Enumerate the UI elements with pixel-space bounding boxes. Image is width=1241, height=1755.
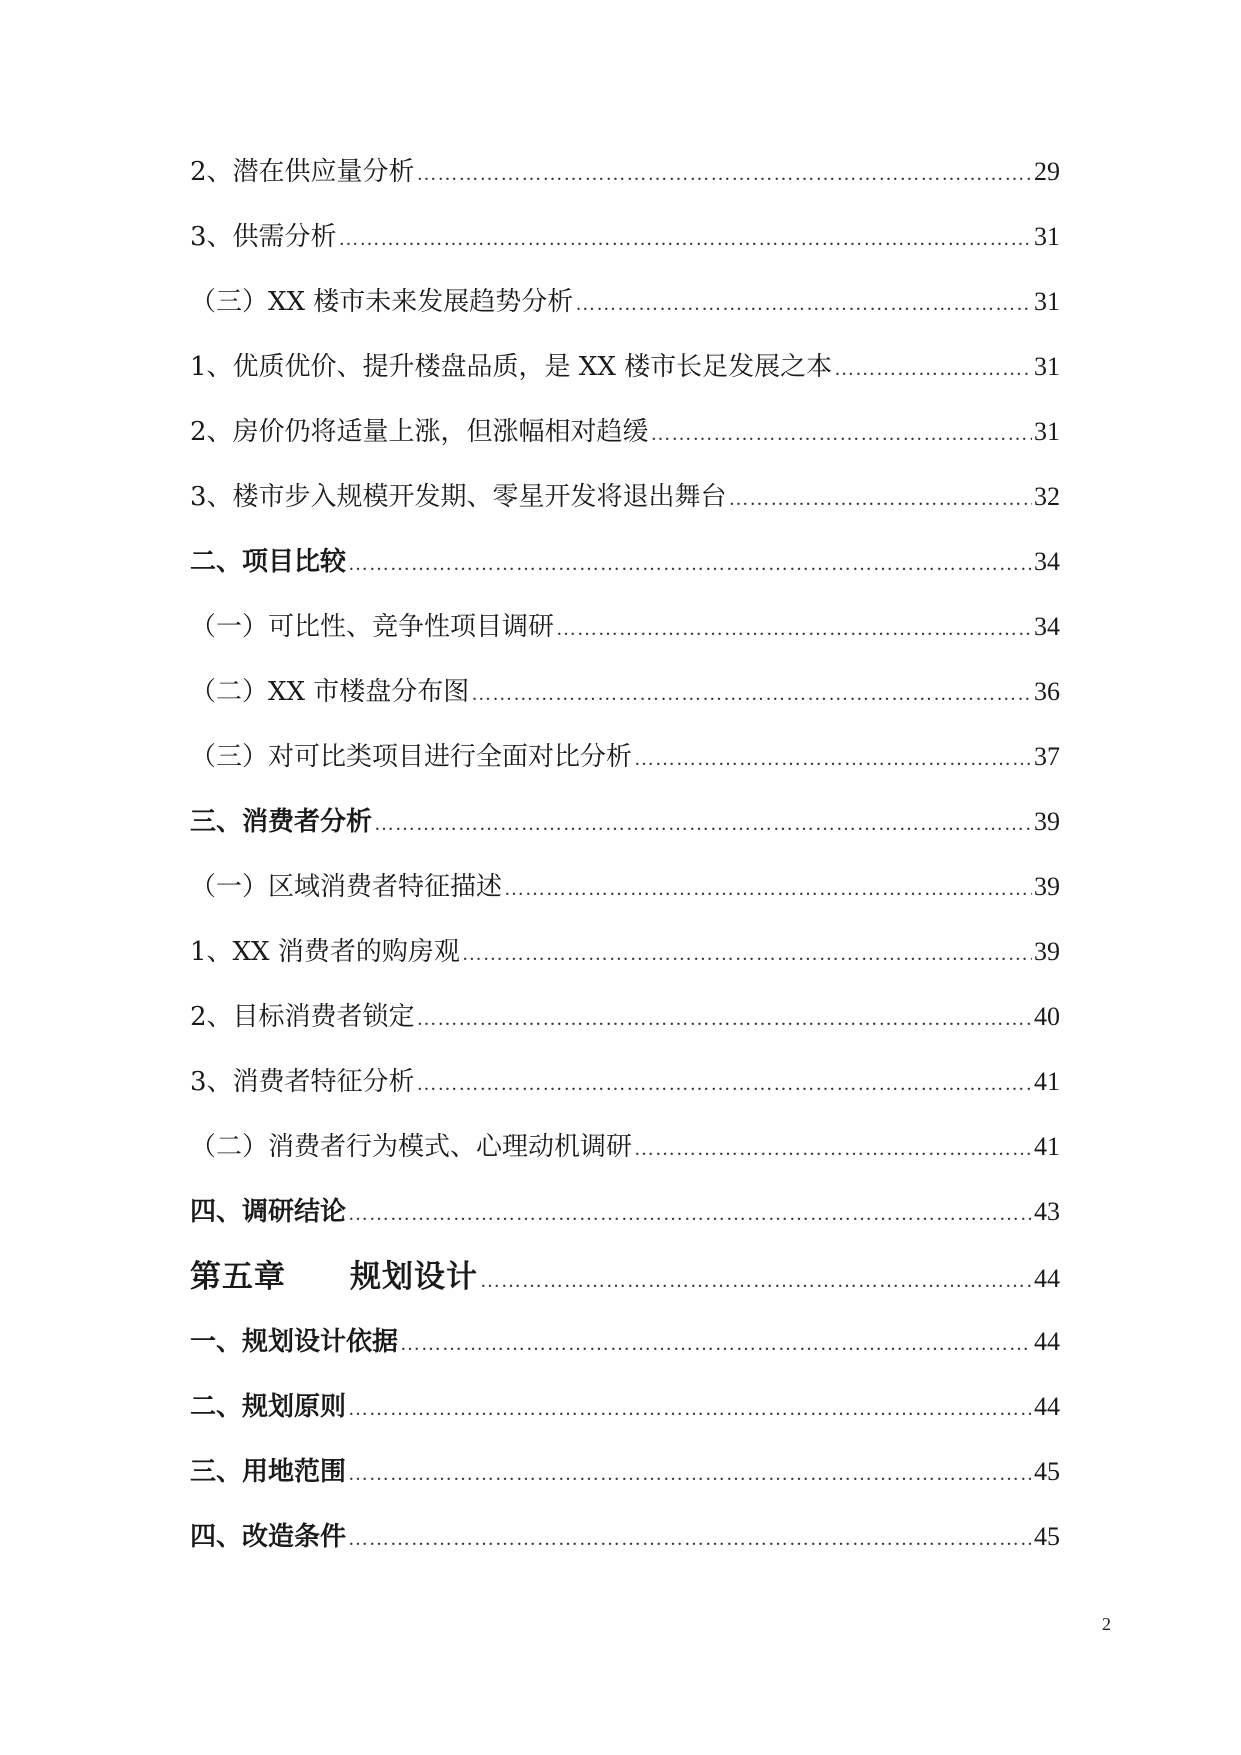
toc-entry-page: 29 [1034, 157, 1060, 186]
toc-entry-title: 四、调研结论 [190, 1197, 347, 1227]
toc-section-entry[interactable] [190, 802, 1060, 867]
toc-entry-title: 2、潜在供应量分析 [190, 157, 415, 187]
toc-leader-dots [480, 1261, 1032, 1301]
toc-entry-title: 二、项目比较 [190, 547, 347, 577]
toc-entry-page: 41 [1034, 1132, 1060, 1161]
toc-entry-title: 3、楼市步入规模开发期、零星开发将退出舞台 [190, 482, 727, 512]
toc-leader-dots [651, 414, 1032, 454]
toc-section-entry[interactable] [190, 1452, 1060, 1517]
toc-entry-title: 四、改造条件 [190, 1522, 347, 1552]
toc-section-entry[interactable] [190, 1517, 1060, 1582]
toc-entry-page: 45 [1034, 1457, 1060, 1486]
toc-entry-title: 1、XX 消费者的购房观 [190, 937, 460, 967]
toc-entry-page: 39 [1034, 872, 1060, 901]
toc-entry-page: 31 [1034, 417, 1060, 446]
toc-entry[interactable] [190, 282, 1060, 347]
toc-entry-page: 44 [1034, 1392, 1060, 1421]
toc-entry[interactable] [190, 1062, 1060, 1127]
toc-entry-title: （二）XX 市楼盘分布图 [190, 677, 470, 707]
toc-entry-title: 三、用地范围 [190, 1457, 347, 1487]
toc-leader-dots [471, 674, 1032, 714]
toc-leader-dots [634, 739, 1032, 779]
toc-entry-page: 40 [1034, 1002, 1060, 1031]
toc-entry-page: 41 [1034, 1067, 1060, 1096]
toc-entry-page: 39 [1034, 937, 1060, 966]
toc-entry-title: 三、消费者分析 [190, 807, 373, 837]
toc-entry[interactable] [190, 477, 1060, 542]
toc-entry-title: （二）消费者行为模式、心理动机调研 [190, 1132, 633, 1162]
toc-entry-page: 34 [1034, 612, 1060, 641]
page-number: 2 [1102, 1614, 1111, 1634]
toc-entry-title: 2、房价仍将适量上涨，但涨幅相对趋缓 [190, 417, 649, 447]
toc-leader-dots [417, 1064, 1032, 1104]
toc-entry[interactable] [190, 737, 1060, 802]
toc-entry-page: 39 [1034, 807, 1060, 836]
toc-entry-page: 37 [1034, 742, 1060, 771]
toc-entry-page: 34 [1034, 547, 1060, 576]
toc-leader-dots [400, 1324, 1032, 1364]
toc-section-entry[interactable] [190, 1322, 1060, 1387]
toc-section-entry[interactable] [190, 1192, 1060, 1257]
toc-leader-dots [348, 1519, 1032, 1559]
toc-entry-page: 36 [1034, 677, 1060, 706]
toc-entry[interactable] [190, 607, 1060, 672]
toc-leader-dots [504, 869, 1032, 909]
toc-chapter-entry[interactable] [190, 1257, 1060, 1322]
toc-entry-title: 第五章 规划设计 [190, 1259, 478, 1295]
toc-entry[interactable] [190, 217, 1060, 282]
toc-leader-dots [348, 1194, 1032, 1234]
toc-entry-title: 3、供需分析 [190, 222, 337, 252]
toc-leader-dots [417, 154, 1032, 194]
toc-leader-dots [417, 999, 1032, 1039]
toc-entry-page: 45 [1034, 1522, 1060, 1551]
toc-entry-page: 31 [1034, 222, 1060, 251]
toc-leader-dots [339, 219, 1032, 259]
table-of-contents [190, 152, 1060, 1582]
toc-entry-title: 1、优质优价、提升楼盘品质，是 XX 楼市长足发展之本 [190, 352, 833, 382]
toc-leader-dots [634, 1129, 1032, 1169]
toc-entry[interactable] [190, 152, 1060, 217]
toc-entry-page: 31 [1034, 287, 1060, 316]
toc-entry-page: 44 [1034, 1264, 1060, 1293]
toc-leader-dots [834, 349, 1032, 389]
toc-entry-title: （一）区域消费者特征描述 [190, 872, 503, 902]
toc-entry-page: 31 [1034, 352, 1060, 381]
toc-entry-title: （三）XX 楼市未来发展趋势分析 [190, 287, 574, 317]
toc-leader-dots [374, 804, 1032, 844]
toc-entry-title: （三）对可比类项目进行全面对比分析 [190, 742, 633, 772]
toc-leader-dots [348, 1454, 1032, 1494]
toc-leader-dots [348, 1389, 1032, 1429]
toc-entry-title: 二、规划原则 [190, 1392, 347, 1422]
toc-entry-title: 一、规划设计依据 [190, 1327, 399, 1357]
toc-entry-title: 2、目标消费者锁定 [190, 1002, 415, 1032]
toc-section-entry[interactable] [190, 542, 1060, 607]
toc-leader-dots [556, 609, 1032, 649]
toc-entry[interactable] [190, 997, 1060, 1062]
toc-entry[interactable] [190, 867, 1060, 932]
toc-entry[interactable] [190, 1127, 1060, 1192]
toc-entry-page: 44 [1034, 1327, 1060, 1356]
toc-entry-page: 43 [1034, 1197, 1060, 1226]
toc-entry[interactable] [190, 672, 1060, 737]
toc-entry[interactable] [190, 412, 1060, 477]
toc-leader-dots [462, 934, 1032, 974]
toc-entry-title: （一）可比性、竞争性项目调研 [190, 612, 555, 642]
toc-leader-dots [729, 479, 1032, 519]
toc-entry[interactable] [190, 347, 1060, 412]
toc-section-entry[interactable] [190, 1387, 1060, 1452]
toc-entry-title: 3、消费者特征分析 [190, 1067, 415, 1097]
toc-leader-dots [575, 284, 1032, 324]
toc-entry-page: 32 [1034, 482, 1060, 511]
toc-entry[interactable] [190, 932, 1060, 997]
toc-leader-dots [348, 544, 1032, 584]
